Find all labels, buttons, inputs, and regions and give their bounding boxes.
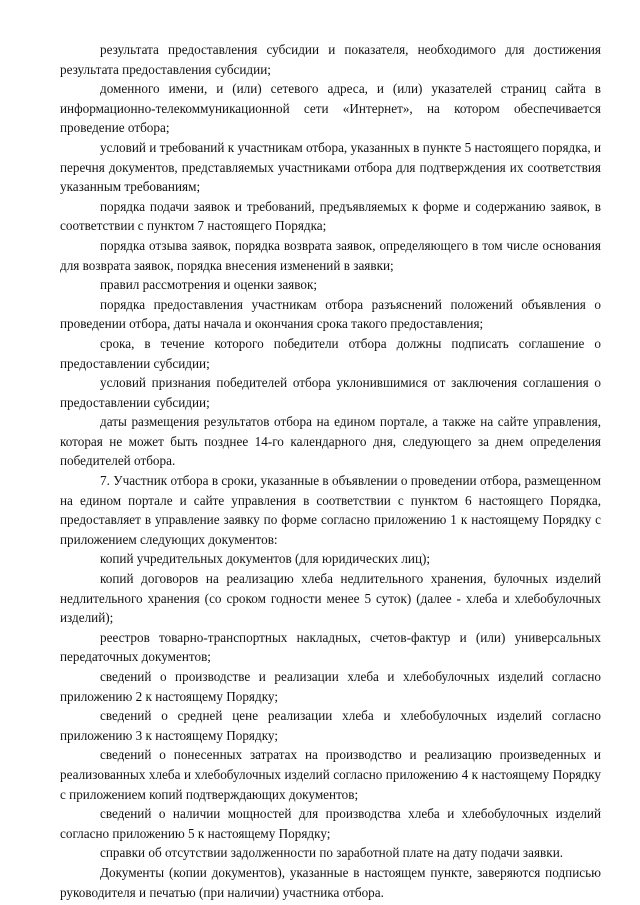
paragraph: даты размещения результатов отбора на едином портале, а также на сайте управления, которая не может быть позднее 14-го календарного дня, следующего за днем определения победителей отбора.: [60, 414, 601, 469]
paragraph: справки об отсутствии задолженности по заработной плате на дату подачи заявки.: [100, 845, 564, 861]
paragraph: правил рассмотрения и оценки заявок;: [100, 277, 318, 293]
document-page: [60, 40, 601, 900]
paragraph: копий учредительных документов (для юридических лиц);: [100, 551, 431, 567]
paragraph: порядка предоставления участникам отбора разъяснений положений объявления о проведении отбора, даты начала и окончания срока такого предоставления;: [60, 296, 601, 332]
paragraph: результата предоставления субсидии и показателя, необходимого для достижения результата предоставления субсидии;: [60, 42, 601, 77]
paragraph: сведений о наличии мощностей для производства хлеба и хлебобулочных изделий согласно приложению 5 к настоящему Порядку;: [60, 806, 601, 841]
paragraph: реестров товарно-транспортных накладных, счетов-фактур и (или) универсальных передаточных документов;: [60, 629, 601, 665]
paragraph: порядка подачи заявок и требований, предъявляемых к форме и содержанию заявок, в соответствии с пунктом 7 настоящего Порядка;: [60, 198, 601, 234]
paragraph: сведений о производстве и реализации хлеба и хлебобулочных изделий согласно приложению 2 к настоящему Порядку;: [60, 669, 601, 704]
paragraph: сведений о понесенных затратах на производство и реализацию произведенных и реализованных хлеба и хлебобулочных изделий согласно приложению 4 к настоящему Порядку с приложением копий подтверждающих документов;: [60, 747, 601, 802]
paragraph: доменного имени, и (или) сетевого адреса, и (или) указателей страниц сайта в информационно-телекоммуникационной сети «Интернет», на котором обеспечивается проведение отбора;: [60, 81, 601, 136]
paragraph: копий договоров на реализацию хлеба недлительного хранения, булочных изделий недлительного хранения (со сроком годности менее 5 суток) (далее - хлеба и хлебобулочных изделий);: [60, 571, 601, 626]
paragraph: порядка отзыва заявок, порядка возврата заявок, определяющего в том числе основания для возврата заявок, порядка внесения изменений в заявки;: [60, 237, 601, 273]
paragraph: условий и требований к участникам отбора, указанных в пункте 5 настоящего порядка, и перечня документов, представляемых участниками отбора для подтверждения их соответствия указанным требованиям;: [60, 139, 601, 195]
paragraph: срока, в течение которого победители отбора должны подписать соглашение о предоставлении субсидии;: [60, 335, 601, 371]
paragraph: условий признания победителей отбора уклонившимися от заключения соглашения о предоставлении субсидии;: [60, 375, 601, 410]
paragraph: Документы (копии документов), указанные в настоящем пункте, заверяются подписью руководителя и печатью (при наличии) участника отбора.: [60, 864, 601, 900]
paragraph: 7. Участник отбора в сроки, указанные в объявлении о проведении отбора, размещенном на едином портале и сайте управления в соответствии с пунктом 6 настоящего Порядка, предоставляет в управление заявку по форме согласно приложению 1 к настоящему Порядку с приложением следующих документов:: [60, 473, 601, 547]
paragraph: сведений о средней цене реализации хлеба и хлебобулочных изделий согласно приложению 3 к настоящему Порядку;: [60, 708, 601, 743]
